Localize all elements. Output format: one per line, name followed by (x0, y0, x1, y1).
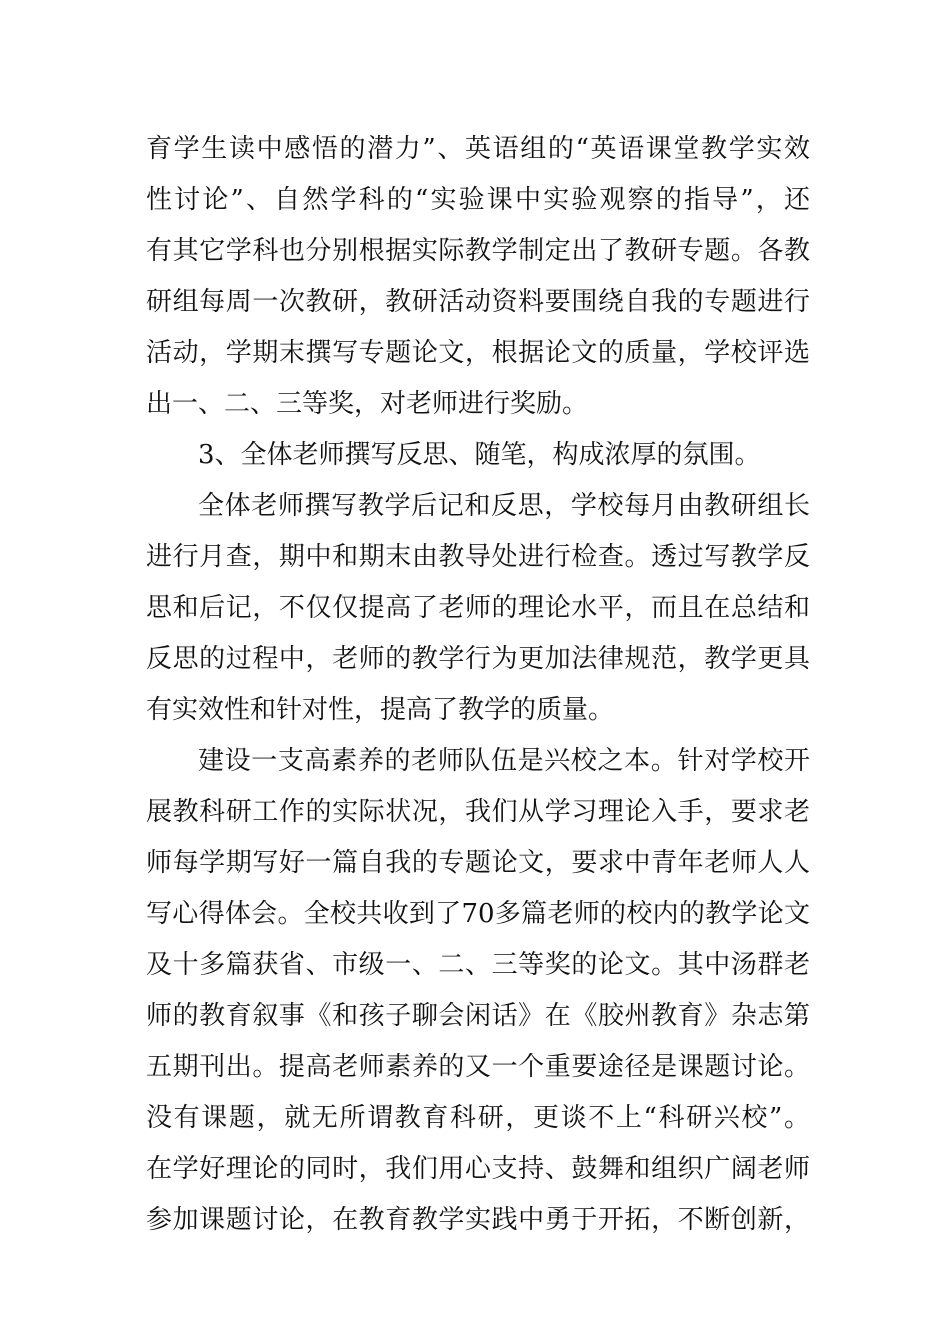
text-line: 及十多篇获省、市级一、二、三等奖的论文。其中汤群老 (146, 950, 810, 980)
text-line: 有其它学科也分别根据实际教学制定出了教研专题。各教 (146, 236, 810, 266)
text-line: 参加课题讨论，在教育教学实践中勇于开拓，不断创新， (146, 1205, 810, 1235)
text-line: 反思的过程中，老师的教学行为更加法律规范，教学更具 (146, 644, 810, 674)
text-line: 有实效性和针对性，提高了教学的质量。 (146, 695, 615, 725)
text-line: 五期刊出。提高老师素养的又一个重要途径是课题讨论。 (146, 1052, 810, 1082)
text-line: 展教科研工作的实际状况，我们从学习理论入手，要求老 (146, 797, 810, 827)
text-line: 没有课题，就无所谓教育科研，更谈不上“科研兴校”。 (146, 1103, 810, 1133)
text-line: 性讨论”、自然学科的“实验课中实验观察的指导”，还 (146, 185, 810, 215)
text-line: 3、全体老师撰写反思、随笔，构成浓厚的氛围。 (198, 440, 761, 470)
document-body (146, 124, 810, 1246)
text-line: 活动，学期末撰写专题论文，根据论文的质量，学校评选 (146, 338, 810, 368)
text-line: 全体老师撰写教学后记和反思，学校每月由教研组长 (198, 491, 810, 521)
text-line: 育学生读中感悟的潜力”、英语组的“英语课堂教学实效 (146, 134, 810, 164)
text-line: 出一、二、三等奖，对老师进行奖励。 (146, 389, 589, 419)
text-line: 进行月查，期中和期末由教导处进行检查。透过写教学反 (146, 542, 810, 572)
text-line: 建设一支高素养的老师队伍是兴校之本。针对学校开 (198, 746, 810, 776)
text-line: 师的教育叙事《和孩子聊会闲话》在《胶州教育》杂志第 (146, 1001, 810, 1031)
text-line: 写心得体会。全校共收到了70多篇老师的校内的教学论文 (146, 899, 810, 929)
text-line: 研组每周一次教研，教研活动资料要围绕自我的专题进行 (146, 287, 810, 317)
text-line: 思和后记，不仅仅提高了老师的理论水平，而且在总结和 (146, 593, 810, 623)
text-line: 在学好理论的同时，我们用心支持、鼓舞和组织广阔老师 (146, 1154, 810, 1184)
text-line: 师每学期写好一篇自我的专题论文，要求中青年老师人人 (146, 848, 810, 878)
